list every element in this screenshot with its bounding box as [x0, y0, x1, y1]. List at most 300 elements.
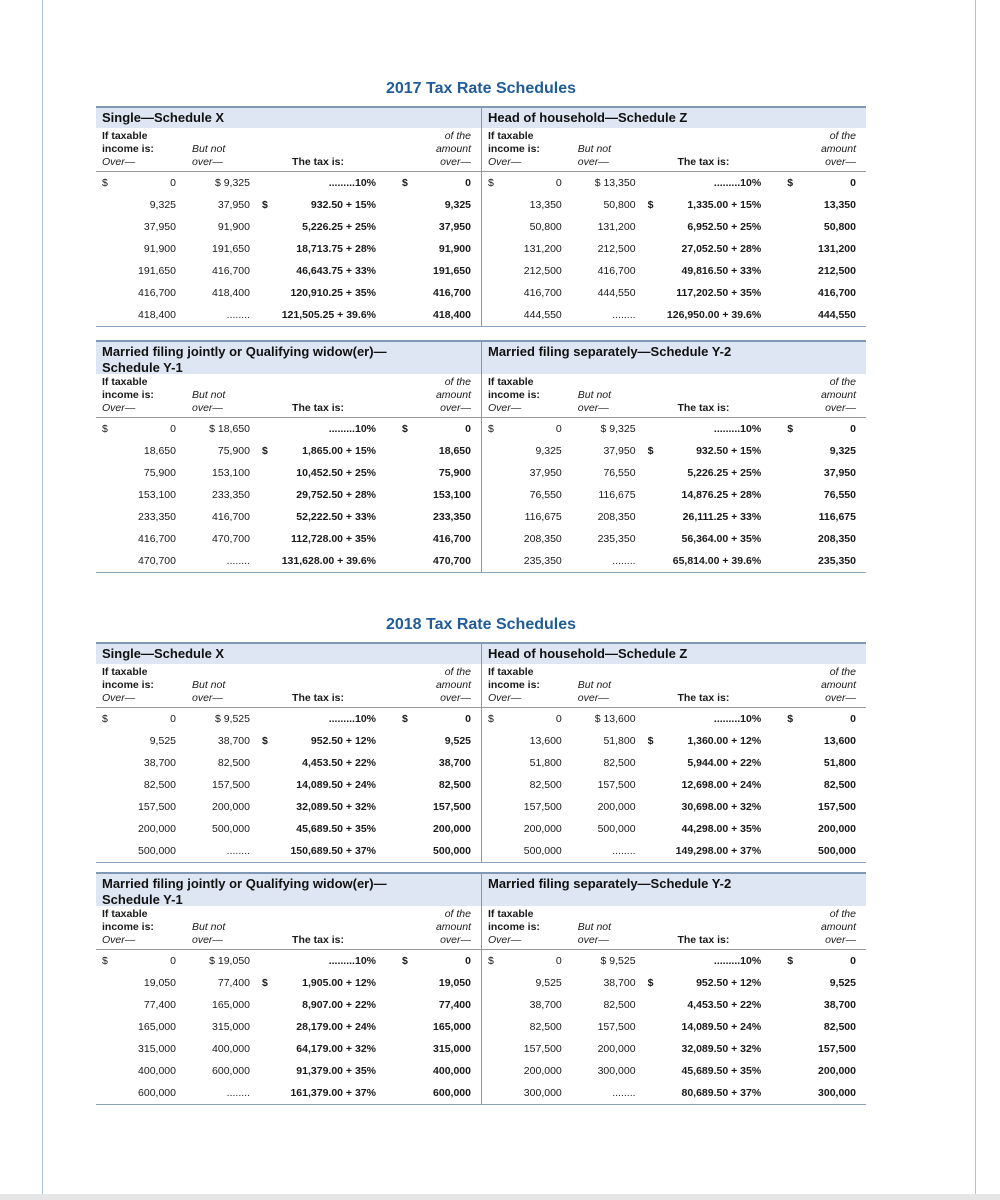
- cell-amount-over: [769, 533, 866, 545]
- dollar-sign: [262, 511, 276, 523]
- cell-over: [482, 1065, 570, 1077]
- over-value: 82,500: [529, 779, 562, 791]
- cell-over: [96, 1087, 184, 1099]
- cell-tax: [638, 801, 770, 813]
- cell-over: [482, 713, 570, 725]
- dollar-sign: [102, 801, 116, 813]
- over-value: 50,800: [529, 221, 562, 233]
- cell-but-not-over: ........: [226, 845, 250, 857]
- dollar-sign: [488, 757, 502, 769]
- dollar-sign: [402, 779, 416, 791]
- dollar-sign: [262, 243, 276, 255]
- cell-amount-over: [384, 735, 481, 747]
- amount-over-value: 157,500: [433, 801, 471, 813]
- column-header: [482, 906, 866, 950]
- cell-amount-over: [384, 823, 481, 835]
- tax-value: 1,360.00 + 12%: [687, 735, 762, 747]
- cell-tax: [252, 1043, 384, 1055]
- tax-value: 45,689.50 + 35%: [296, 823, 376, 835]
- cell-tax: [252, 845, 384, 857]
- table-row: [96, 796, 481, 818]
- cell-but-not-over: 37,950: [217, 199, 250, 211]
- dollar-sign: [262, 287, 276, 299]
- dollar-sign: [648, 1021, 662, 1033]
- cell-over: [96, 801, 184, 813]
- dollar-sign: $: [647, 199, 654, 211]
- table-row: [482, 950, 866, 972]
- tax-value: 14,089.50 + 24%: [681, 1021, 762, 1033]
- dollar-sign: [262, 1021, 276, 1033]
- over-value: 0: [170, 713, 176, 725]
- cell-but-not-over: 200,000: [597, 1043, 636, 1055]
- cell-amount-over: [769, 757, 866, 769]
- dollar-sign: [787, 265, 801, 277]
- cell-tax: [252, 511, 384, 523]
- header-of-the: of the: [444, 376, 471, 388]
- over-value: 0: [170, 955, 176, 967]
- dollar-sign: [488, 243, 502, 255]
- cell-tax: [638, 1043, 770, 1055]
- cell-but-not-over: 200,000: [212, 801, 250, 813]
- tax-value: 29,752.50 + 28%: [296, 489, 376, 501]
- dollar-sign: [787, 467, 801, 479]
- dollar-sign: [488, 287, 502, 299]
- tax-value: 12,698.00 + 24%: [681, 779, 762, 791]
- dollar-sign: [787, 1021, 801, 1033]
- cell-over: [96, 533, 184, 545]
- table-row: [96, 708, 481, 730]
- dollar-sign: [102, 1087, 116, 1099]
- header-tax-is: The tax is:: [677, 156, 730, 168]
- tax-value: .........10%: [713, 713, 762, 725]
- over-value: 0: [555, 955, 562, 967]
- tax-value: 32,089.50 + 32%: [681, 1043, 762, 1055]
- header-income-over: [96, 130, 184, 169]
- tax-value: 4,453.50 + 22%: [302, 757, 376, 769]
- cell-over: [482, 177, 570, 189]
- amount-over-value: 233,350: [433, 511, 471, 523]
- cell-amount-over: [384, 423, 481, 435]
- cell-over: [96, 199, 184, 211]
- table-row: [96, 1038, 481, 1060]
- amount-over-value: 470,700: [433, 555, 471, 567]
- cell-but-not-over: 416,700: [212, 265, 250, 277]
- dollar-sign: [648, 243, 662, 255]
- cell-tax: [638, 779, 770, 791]
- table-row: [96, 528, 481, 550]
- tax-value: 14,089.50 + 24%: [296, 779, 376, 791]
- column-header: [482, 664, 866, 708]
- header-income-is: income is:: [102, 921, 154, 933]
- dollar-sign: [787, 823, 801, 835]
- tax-value: 932.50 + 15%: [310, 199, 376, 211]
- tax-value: 26,111.25 + 33%: [682, 511, 762, 523]
- header-over-lower: over—: [192, 156, 223, 168]
- cell-amount-over: [384, 1065, 481, 1077]
- cell-tax: [252, 823, 384, 835]
- dollar-sign: [102, 243, 116, 255]
- cell-but-not-over: 51,800: [603, 735, 636, 747]
- header-of-the: of the: [444, 666, 471, 678]
- dollar-sign: [262, 221, 276, 233]
- cell-over: [96, 445, 184, 457]
- cell-tax: [252, 243, 384, 255]
- dollar-sign: [488, 977, 502, 989]
- table-row: [482, 216, 866, 238]
- cell-but-not-over: 82,500: [603, 999, 636, 1011]
- header-over-lower: over—: [577, 934, 609, 946]
- table-row: [482, 1060, 866, 1082]
- over-value: 191,650: [138, 265, 176, 277]
- dollar-sign: [402, 845, 416, 857]
- dollar-sign: [102, 999, 116, 1011]
- over-value: 0: [555, 177, 562, 189]
- header-but-not-over: [570, 143, 638, 169]
- header-but-not-over: [570, 921, 638, 947]
- tax-value: 161,379.00 + 37%: [290, 1087, 376, 1099]
- cell-tax: [638, 533, 770, 545]
- header-amount: amount: [435, 389, 471, 401]
- dollar-sign: $: [647, 977, 654, 989]
- schedule-title-line: Married filing separately—Schedule Y-2: [488, 876, 732, 891]
- cell-amount-over: [769, 1021, 866, 1033]
- cell-but-not-over: 600,000: [212, 1065, 250, 1077]
- dollar-sign: $: [262, 977, 268, 989]
- cell-tax: [252, 977, 384, 989]
- header-of-amount-over: [769, 666, 866, 705]
- schedule-pair: [96, 340, 866, 572]
- dollar-sign: [402, 265, 416, 277]
- dollar-sign: $: [488, 955, 494, 967]
- table-row: [96, 730, 481, 752]
- table-row: [482, 484, 866, 506]
- amount-over-value: 165,000: [433, 1021, 471, 1033]
- table-row: [96, 440, 481, 462]
- cell-over: [482, 1043, 570, 1055]
- dollar-sign: [402, 977, 416, 989]
- table-row: [482, 260, 866, 282]
- cell-amount-over: [384, 999, 481, 1011]
- dollar-sign: [262, 423, 276, 435]
- cell-over: [96, 511, 184, 523]
- cell-amount-over: [769, 221, 866, 233]
- cell-over: [96, 423, 184, 435]
- cell-amount-over: [384, 489, 481, 501]
- table-row: [96, 238, 481, 260]
- over-value: 157,500: [523, 801, 562, 813]
- header-but-not-over: [184, 921, 252, 947]
- cell-amount-over: [384, 177, 481, 189]
- tax-value: .........10%: [328, 177, 376, 189]
- dollar-sign: [488, 199, 502, 211]
- cell-tax: [638, 511, 770, 523]
- cell-but-not-over: 157,500: [212, 779, 250, 791]
- cell-tax: [638, 1065, 770, 1077]
- tax-value: 14,876.25 + 28%: [681, 489, 762, 501]
- cell-over: [482, 309, 570, 321]
- cell-tax: [252, 467, 384, 479]
- header-income-is: income is:: [102, 389, 154, 401]
- header-tax-is: The tax is:: [292, 934, 344, 946]
- cell-but-not-over: $ 13,600: [594, 713, 636, 725]
- dollar-sign: [787, 1087, 801, 1099]
- cell-tax: [638, 243, 770, 255]
- dollar-sign: $: [102, 713, 108, 725]
- header-of-the: of the: [829, 376, 856, 388]
- cell-amount-over: [384, 845, 481, 857]
- over-value: 235,350: [523, 555, 562, 567]
- table-row: [482, 528, 866, 550]
- table-row: [482, 774, 866, 796]
- dollar-sign: $: [787, 713, 794, 725]
- over-value: 38,700: [143, 757, 176, 769]
- schedule-title: [482, 340, 866, 374]
- header-of-amount-over: [384, 130, 481, 169]
- header-income-over: [482, 376, 570, 415]
- dollar-sign: [402, 309, 416, 321]
- cell-but-not-over: 76,550: [603, 467, 636, 479]
- over-value: 153,100: [138, 489, 176, 501]
- amount-over-value: 416,700: [433, 533, 471, 545]
- tax-value: 1,905.00 + 12%: [302, 977, 376, 989]
- schedule-block: [96, 106, 866, 327]
- cell-but-not-over: 38,700: [217, 735, 250, 747]
- header-over-lower: over—: [192, 402, 223, 414]
- cell-tax: [252, 533, 384, 545]
- dollar-sign: [102, 309, 116, 321]
- cell-amount-over: [384, 1021, 481, 1033]
- header-over: Over—: [102, 156, 136, 168]
- amount-over-value: 0: [850, 713, 856, 725]
- tax-value: 1,865.00 + 15%: [302, 445, 376, 457]
- header-income-is: income is:: [488, 143, 540, 155]
- cell-over: [482, 199, 570, 211]
- over-value: 19,050: [143, 977, 176, 989]
- cell-over: [482, 555, 570, 567]
- cell-over: [96, 467, 184, 479]
- over-value: 416,700: [523, 287, 562, 299]
- table-row: [482, 1016, 866, 1038]
- cell-over: [482, 757, 570, 769]
- header-but-not: But not: [192, 143, 226, 155]
- header-of-amount-over: [769, 376, 866, 415]
- over-value: 76,550: [529, 489, 562, 501]
- cell-over: [482, 1021, 570, 1033]
- tax-value: .........10%: [328, 423, 376, 435]
- schedule-title-line: Married filing jointly or Qualifying widow(er)—: [102, 876, 387, 891]
- dollar-sign: [648, 177, 662, 189]
- dollar-sign: [787, 287, 801, 299]
- dollar-sign: [262, 489, 276, 501]
- dollar-sign: [102, 533, 116, 545]
- cell-amount-over: [384, 265, 481, 277]
- cell-over: [96, 977, 184, 989]
- dollar-sign: [488, 511, 502, 523]
- cell-amount-over: [769, 1043, 866, 1055]
- cell-amount-over: [384, 1087, 481, 1099]
- amount-over-value: 157,500: [818, 801, 856, 813]
- dollar-sign: $: [402, 423, 408, 435]
- over-value: 0: [555, 713, 562, 725]
- cell-amount-over: [384, 555, 481, 567]
- dollar-sign: [787, 511, 801, 523]
- dollar-sign: [402, 1021, 416, 1033]
- tax-value: 49,816.50 + 33%: [681, 265, 762, 277]
- dollar-sign: [102, 221, 116, 233]
- header-if-taxable: If taxable: [488, 130, 534, 142]
- over-value: 600,000: [138, 1087, 176, 1099]
- cell-over: [482, 801, 570, 813]
- dollar-sign: [102, 489, 116, 501]
- amount-over-value: 418,400: [433, 309, 471, 321]
- over-value: 9,525: [149, 735, 176, 747]
- dollar-sign: [262, 955, 276, 967]
- dollar-sign: [648, 1087, 662, 1099]
- dollar-sign: [262, 801, 276, 813]
- cell-amount-over: [769, 265, 866, 277]
- dollar-sign: [102, 1021, 116, 1033]
- cell-tax: [638, 199, 770, 211]
- cell-but-not-over: ........: [226, 1087, 250, 1099]
- dollar-sign: [787, 445, 801, 457]
- header-over-lower: over—: [577, 692, 609, 704]
- dollar-sign: [488, 735, 502, 747]
- table-row: [482, 506, 866, 528]
- header-amount: amount: [820, 389, 856, 401]
- cell-tax: [638, 423, 770, 435]
- amount-over-value: 51,800: [823, 757, 856, 769]
- dollar-sign: [102, 1065, 116, 1077]
- header-amount: amount: [820, 921, 856, 933]
- cell-but-not-over: ........: [226, 555, 250, 567]
- cell-over: [96, 779, 184, 791]
- cell-tax: [638, 823, 770, 835]
- cell-amount-over: [384, 713, 481, 725]
- dollar-sign: [648, 999, 662, 1011]
- dollar-sign: [102, 511, 116, 523]
- cell-amount-over: [384, 199, 481, 211]
- schedule-title-line-2: Schedule Y-1: [102, 360, 183, 375]
- dollar-sign: [402, 199, 416, 211]
- dollar-sign: [787, 735, 801, 747]
- dollar-sign: $: [647, 735, 654, 747]
- amount-over-value: 9,325: [829, 445, 856, 457]
- amount-over-value: 9,525: [829, 977, 856, 989]
- table-row: [96, 484, 481, 506]
- dollar-sign: [402, 1043, 416, 1055]
- amount-over-value: 600,000: [433, 1087, 471, 1099]
- cell-but-not-over: 131,200: [597, 221, 636, 233]
- header-but-not: But not: [577, 389, 612, 401]
- cell-over: [482, 735, 570, 747]
- table-row: [482, 708, 866, 730]
- amount-over-value: 200,000: [433, 823, 471, 835]
- schedule-title: [96, 872, 481, 906]
- cell-over: [482, 511, 570, 523]
- schedule: [96, 340, 481, 572]
- amount-over-value: 38,700: [438, 757, 471, 769]
- table-row: [96, 818, 481, 840]
- header-income-is: income is:: [488, 921, 540, 933]
- cell-over: [96, 1021, 184, 1033]
- cell-tax: [252, 1087, 384, 1099]
- tax-value: 150,689.50 + 37%: [290, 845, 376, 857]
- cell-amount-over: [769, 977, 866, 989]
- cell-but-not-over: $ 18,650: [209, 423, 250, 435]
- cell-but-not-over: $ 9,525: [214, 713, 250, 725]
- dollar-sign: [102, 823, 116, 835]
- amount-over-value: 0: [850, 423, 856, 435]
- cell-amount-over: [384, 955, 481, 967]
- cell-tax: [252, 713, 384, 725]
- header-income-over: [96, 908, 184, 947]
- header-income-is: income is:: [488, 389, 540, 401]
- dollar-sign: [787, 533, 801, 545]
- amount-over-value: 82,500: [823, 1021, 856, 1033]
- dollar-sign: [787, 309, 801, 321]
- table-row: [96, 1060, 481, 1082]
- cell-over: [482, 221, 570, 233]
- amount-over-value: 0: [465, 423, 471, 435]
- amount-over-value: 500,000: [818, 845, 856, 857]
- schedule-title-line: Married filing separately—Schedule Y-2: [488, 344, 732, 359]
- over-value: 418,400: [138, 309, 176, 321]
- cell-but-not-over: ........: [612, 845, 636, 857]
- amount-over-value: 82,500: [823, 779, 856, 791]
- amount-over-value: 77,400: [438, 999, 471, 1011]
- table-row: [482, 238, 866, 260]
- dollar-sign: [488, 801, 502, 813]
- dollar-sign: [648, 511, 662, 523]
- dollar-sign: [488, 265, 502, 277]
- table-row: [96, 462, 481, 484]
- table-row: [96, 418, 481, 440]
- tax-value: 149,298.00 + 37%: [675, 845, 762, 857]
- cell-over: [482, 265, 570, 277]
- cell-amount-over: [384, 511, 481, 523]
- cell-tax: [638, 287, 770, 299]
- schedule-title-line: Married filing jointly or Qualifying widow(er)—: [102, 344, 387, 359]
- cell-amount-over: [769, 511, 866, 523]
- table-row: [96, 972, 481, 994]
- dollar-sign: $: [262, 445, 268, 457]
- over-value: 82,500: [529, 1021, 562, 1033]
- header-amount: amount: [435, 921, 471, 933]
- cell-but-not-over: $ 13,350: [594, 177, 636, 189]
- dollar-sign: $: [262, 199, 268, 211]
- header-but-not: But not: [192, 921, 226, 933]
- cell-amount-over: [384, 757, 481, 769]
- tax-value: 27,052.50 + 28%: [681, 243, 762, 255]
- cell-but-not-over: 315,000: [212, 1021, 250, 1033]
- dollar-sign: [648, 423, 662, 435]
- dollar-sign: [402, 467, 416, 479]
- dollar-sign: [787, 489, 801, 501]
- dollar-sign: [402, 221, 416, 233]
- header-tax-is: The tax is:: [292, 156, 344, 168]
- tax-value: 52,222.50 + 33%: [296, 511, 376, 523]
- dollar-sign: [488, 555, 502, 567]
- cell-but-not-over: 470,700: [212, 533, 250, 545]
- dollar-sign: [402, 1087, 416, 1099]
- cell-amount-over: [769, 287, 866, 299]
- over-value: 82,500: [143, 779, 176, 791]
- over-value: 37,950: [529, 467, 562, 479]
- schedule-title: [96, 340, 481, 374]
- over-value: 116,675: [524, 511, 562, 523]
- dollar-sign: [262, 555, 276, 567]
- cell-over: [96, 265, 184, 277]
